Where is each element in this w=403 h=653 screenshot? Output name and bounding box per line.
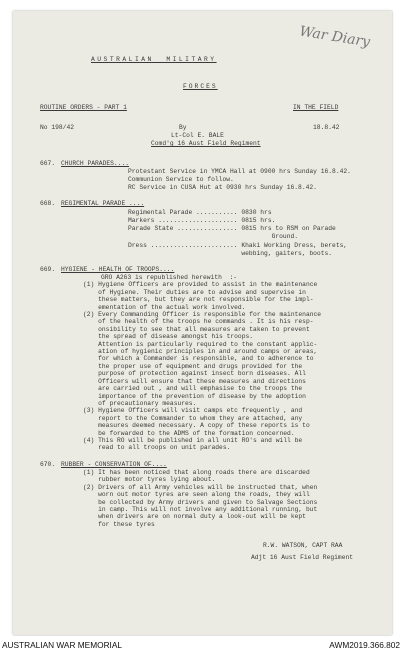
order-669-line: the spread of disease amongst his troops.	[83, 333, 254, 341]
order-669-line: for which a Commander is responsible, and to adherence to	[83, 355, 314, 363]
order-670-line: (2) Drivers of all Army vehicles will be instructed that, when	[83, 483, 318, 491]
order-670-title: RUBBER - CONSERVATION OF....	[61, 461, 167, 468]
handwritten-annotation: War Diary	[298, 23, 372, 51]
order-670-line: in camp. This will not involve any additional running, but	[83, 506, 318, 514]
order-668-line: Parade State ................ 0815 hrs to RSM on Parade	[128, 225, 336, 232]
order-670-line: for these tyres	[83, 520, 155, 528]
order-669-line: (2) Every Commanding Officer is responsible for the maintenance	[83, 311, 322, 319]
order-670-body	[83, 469, 317, 528]
order-number: No 198/42	[40, 124, 75, 131]
order-669-line: measures deemed necessary. A copy of these reports is to	[83, 422, 310, 430]
order-669-line: of Hygiene. Their duties are to advise and supervise in	[83, 288, 306, 296]
order-669-line: (1) Hygiene Officers are provided to assist in the maintenance	[83, 281, 318, 289]
order-667-number: 667.	[40, 160, 56, 167]
order-668-number: 668.	[40, 200, 56, 207]
order-669-line: ementation of the actual work involved.	[83, 303, 246, 311]
order-670-number: 670.	[40, 461, 56, 468]
order-669-number: 669.	[40, 266, 56, 273]
order-669-line: the proper use of equipment and drugs provided for the	[83, 362, 303, 370]
order-667-line: Protestant Service in YMCA Hall at 0900 hrs Sunday 16.8.42.	[128, 168, 351, 175]
order-669-line: importance of the prevention of disease by the adoption	[83, 392, 306, 400]
order-669-line: Officers will ensure that these measures and directions	[83, 377, 306, 385]
order-668-title: REGIMENTAL PARADE ....	[61, 200, 145, 207]
signature-name: R.W. WATSON, CAPT RAA	[263, 542, 343, 549]
order-668-line: Dress ....................... Khaki Working Dress, berets,	[128, 242, 348, 249]
by-label: By	[179, 124, 187, 131]
commander-role: Comd'g 16 Aust Field Regiment	[151, 140, 261, 147]
commander-name: Lt-Col E. BALE	[171, 132, 224, 139]
signature-title: Adjt 16 Aust Field Regiment	[251, 554, 354, 561]
order-668-line: Regimental Parade ........... 0830 hrs	[128, 209, 272, 216]
footer-bar	[0, 636, 403, 653]
order-669-line: are carried out , and will emphasise to the troops the	[83, 385, 303, 393]
order-667-title: CHURCH PARADES....	[61, 160, 130, 167]
footer-source: AUSTRALIAN WAR MEMORIAL	[2, 640, 123, 650]
order-670-line: (1) It has been noticed that along roads there are discarded	[83, 469, 310, 476]
location: IN THE FIELD	[293, 104, 339, 111]
order-669-title: HYGIENE - HEALTH OF TROOPS....	[61, 266, 175, 273]
order-668-line: webbing, gaiters, boots.	[128, 250, 333, 257]
order-669-line: these matters, but they are not responsible for the impl-	[83, 296, 314, 304]
footer-accession-number: AWM2019.366.802	[329, 640, 400, 650]
order-668-line: Markers ..................... 0815 hrs.	[128, 217, 276, 224]
order-669-line: report to the Commander to whom they are attached, any	[83, 414, 303, 422]
order-669-line: onsibility to see that all measures are taken to prevent	[83, 325, 310, 333]
order-669-body	[83, 274, 321, 452]
document-page	[13, 11, 392, 635]
order-670-line: worn out motor tyres are seen along the roads, they will	[83, 491, 310, 499]
order-667-line: RC Service in CUSA Hut at 0930 hrs Sunday 16.8.42.	[128, 184, 317, 191]
order-669-line: Attention is particularly required to the constant applic-	[83, 340, 318, 348]
order-670-line: rubber motor tyres lying about.	[83, 476, 216, 484]
order-667-line: Communion Service to follow.	[128, 176, 234, 183]
order-668-line: Ground.	[128, 233, 299, 240]
order-669-line: (4) This RO will be published in all unit RO's and will be	[83, 436, 303, 444]
order-670-line: be collected by Army drivers and given to Salvage Sections	[83, 498, 318, 506]
orders-title: ROUTINE ORDERS - PART 1	[40, 104, 127, 111]
order-669-line: ation of hygienic principles in and around camps or areas,	[83, 348, 318, 356]
order-669-line: of precautionary measures.	[83, 399, 197, 407]
order-669-line: (3) Hygiene Officers will visit camps etc frequently , and	[83, 407, 303, 415]
document-subheading: FORCES	[183, 83, 218, 90]
order-670-line: when drivers are on normal duty a look-out will be kept	[83, 513, 306, 521]
order-669-line: read to all troops on unit parades.	[83, 444, 231, 452]
order-669-line: GRO A263 is republished herewith :-	[101, 274, 238, 281]
order-669-line: of the health of the troops he commands . It is his resp-	[83, 318, 314, 326]
document-heading: AUSTRALIAN MILITARY	[91, 56, 217, 63]
order-669-line: be forwarded to the ADMS of the formation concerned.	[83, 429, 295, 437]
order-date: 18.8.42	[313, 124, 340, 131]
order-669-line: purpose of protection against insect born diseases. All	[83, 370, 306, 378]
